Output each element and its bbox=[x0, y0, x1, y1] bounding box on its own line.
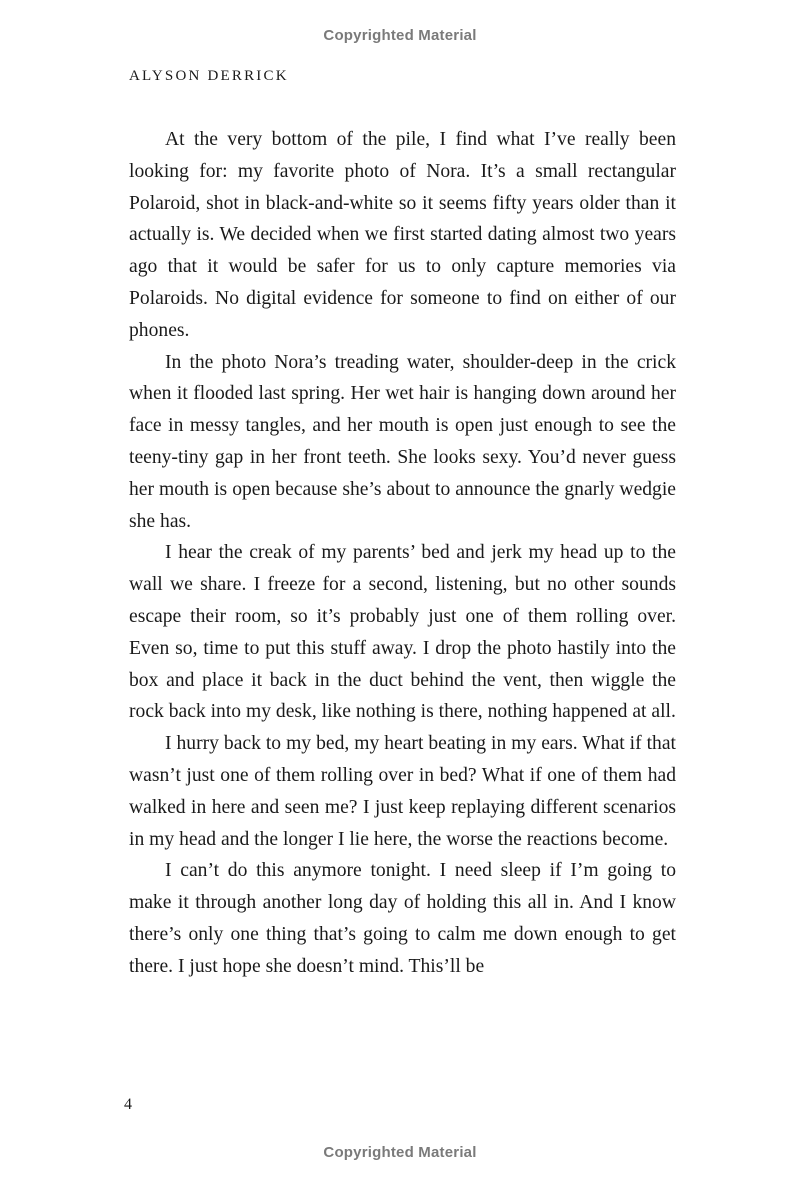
copyright-watermark-top: Copyrighted Material bbox=[323, 27, 477, 44]
paragraph: In the photo Nora’s treading water, shoulder-deep in the crick when it flooded last spring. Her wet hair is hanging down around her face in messy tangles, and her mouth is open just enough to see the teeny-tiny gap in her front teeth. She looks sexy. You’d never guess her mouth is open because she’s about to announce the gnarly wedgie she has. bbox=[129, 351, 676, 532]
paragraph: I hear the creak of my parents’ bed and jerk my head up to the wall we share. I freeze for a second, listening, but no other sounds escape their room, so it’s probably just one of them rolling over. Even so, time to put this stuff away. I drop the photo hastily into the box and place it back in the duct behind the vent, then wiggle the rock back into my desk, like nothing is there, nothing happened at all. bbox=[129, 542, 676, 723]
copyright-watermark-bottom: Copyrighted Material bbox=[323, 1144, 477, 1161]
paragraph: I can’t do this anymore tonight. I need sleep if I’m going to make it through another long day of holding this all in. And I know there’s only one thing that’s going to calm me down enough to get there. I just hope she doesn’t mind. This’ll be bbox=[129, 860, 676, 977]
paragraph: I hurry back to my bed, my heart beating in my ears. What if that wasn’t just one of them rolling over in bed? What if one of them had walked in here and seen me? I just keep replaying different scenarios in my head and the longer I lie here, the worse the reactions become. bbox=[129, 733, 676, 850]
running-head-author: ALYSON DERRICK bbox=[129, 68, 289, 84]
page-number: 4 bbox=[124, 1096, 132, 1113]
body-text bbox=[129, 124, 676, 983]
paragraph: At the very bottom of the pile, I find what I’ve really been looking for: my favorite photo of Nora. It’s a small rectangular Polaroid, shot in black-and-white so it seems fifty years older than it actually is. We decided when we first started dating almost two years ago that it would be safer for us to only capture memories via Polaroids. No digital evidence for someone to find on either of our phones. bbox=[129, 129, 676, 341]
